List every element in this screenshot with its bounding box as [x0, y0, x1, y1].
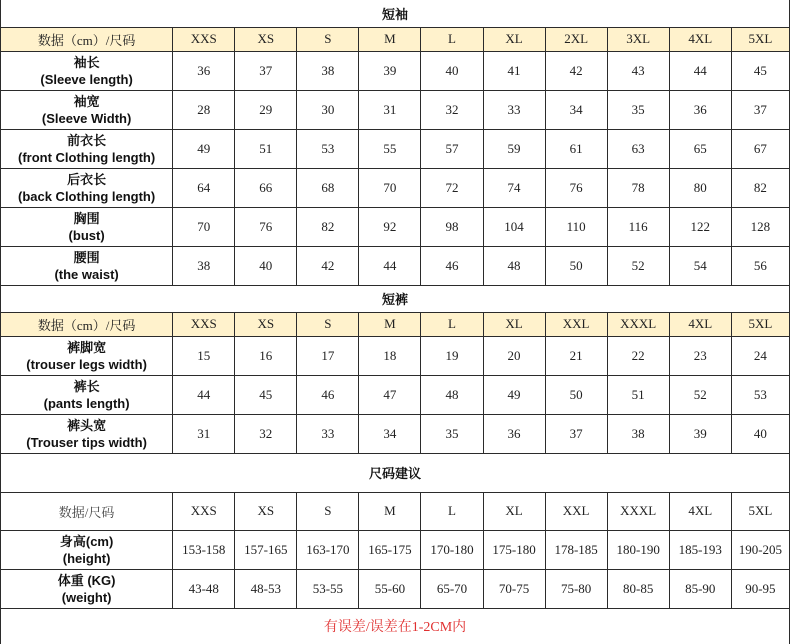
value-cell: 190-205	[731, 530, 789, 569]
size-header: S	[297, 27, 359, 51]
value-cell: 98	[421, 207, 483, 246]
value-cell: 21	[545, 336, 607, 375]
value-cell: 34	[545, 90, 607, 129]
value-cell: 18	[359, 336, 421, 375]
row-label-cn: 身高(cm)	[59, 533, 114, 549]
value-cell: 80-85	[607, 569, 669, 608]
size-header: XL	[483, 312, 545, 336]
size-header: XS	[235, 27, 297, 51]
value-cell: 33	[297, 414, 359, 453]
value-cell: 57	[421, 129, 483, 168]
value-cell: 153-158	[173, 530, 235, 569]
value-cell: 75-80	[545, 569, 607, 608]
row-label-cn: 袖宽	[73, 93, 100, 109]
size-header: 3XL	[607, 27, 669, 51]
value-cell: 44	[359, 246, 421, 285]
table-row	[1, 207, 790, 246]
value-cell: 51	[235, 129, 297, 168]
value-cell: 52	[669, 375, 731, 414]
header-label: 数据/尺码	[1, 492, 173, 530]
row-label-en: (pants length)	[43, 395, 130, 411]
value-cell: 40	[731, 414, 789, 453]
row-label-cn: 腰围	[73, 249, 100, 265]
value-cell: 59	[483, 129, 545, 168]
value-cell: 55	[359, 129, 421, 168]
size-header: S	[297, 492, 359, 530]
table-row	[1, 168, 790, 207]
value-cell: 20	[483, 336, 545, 375]
header-label: 数据（cm）/尺码	[1, 27, 173, 51]
value-cell: 23	[669, 336, 731, 375]
size-header: L	[421, 312, 483, 336]
value-cell: 48-53	[235, 569, 297, 608]
value-cell: 175-180	[483, 530, 545, 569]
value-cell: 80	[669, 168, 731, 207]
value-cell: 70	[173, 207, 235, 246]
value-cell: 70-75	[483, 569, 545, 608]
value-cell: 110	[545, 207, 607, 246]
value-cell: 40	[235, 246, 297, 285]
value-cell: 55-60	[359, 569, 421, 608]
row-label-en: (front Clothing length)	[18, 149, 156, 165]
value-cell: 65-70	[421, 569, 483, 608]
value-cell: 65	[669, 129, 731, 168]
value-cell: 51	[607, 375, 669, 414]
size-header: L	[421, 492, 483, 530]
row-label-en: (back Clothing length)	[17, 188, 156, 204]
value-cell: 37	[545, 414, 607, 453]
size-header: S	[297, 312, 359, 336]
value-cell: 35	[421, 414, 483, 453]
size-header: XL	[483, 492, 545, 530]
size-header: XXS	[173, 27, 235, 51]
row-label-cn: 体重 (KG)	[57, 572, 116, 588]
value-cell: 22	[607, 336, 669, 375]
value-cell: 32	[421, 90, 483, 129]
value-cell: 76	[545, 168, 607, 207]
size-header: XS	[235, 492, 297, 530]
row-label-cn: 前衣长	[67, 132, 107, 148]
row-label-cn: 胸围	[73, 210, 100, 226]
header-label: 数据（cm）/尺码	[1, 312, 173, 336]
table-row	[1, 51, 790, 90]
value-cell: 53	[731, 375, 789, 414]
size-header: XXXL	[607, 312, 669, 336]
value-cell: 31	[359, 90, 421, 129]
row-label-en: (weight)	[61, 589, 112, 605]
row-label	[1, 246, 173, 285]
value-cell: 24	[731, 336, 789, 375]
value-cell: 38	[607, 414, 669, 453]
value-cell: 47	[359, 375, 421, 414]
value-cell: 53	[297, 129, 359, 168]
value-cell: 66	[235, 168, 297, 207]
row-label-en: (trouser legs width)	[26, 356, 147, 372]
size-header: M	[359, 27, 421, 51]
row-label-en: (the waist)	[54, 266, 119, 282]
table-row	[1, 129, 790, 168]
row-label	[1, 207, 173, 246]
value-cell: 36	[483, 414, 545, 453]
row-label-cn: 裤脚宽	[67, 339, 107, 355]
value-cell: 30	[297, 90, 359, 129]
value-cell: 178-185	[545, 530, 607, 569]
value-cell: 31	[173, 414, 235, 453]
size-header: XXS	[173, 312, 235, 336]
value-cell: 37	[235, 51, 297, 90]
row-label	[1, 414, 173, 453]
value-cell: 163-170	[297, 530, 359, 569]
size-header: XS	[235, 312, 297, 336]
value-cell: 17	[297, 336, 359, 375]
value-cell: 46	[421, 246, 483, 285]
row-label	[1, 336, 173, 375]
value-cell: 44	[669, 51, 731, 90]
value-cell: 82	[297, 207, 359, 246]
value-cell: 35	[607, 90, 669, 129]
value-cell: 40	[421, 51, 483, 90]
value-cell: 90-95	[731, 569, 789, 608]
value-cell: 33	[483, 90, 545, 129]
value-cell: 64	[173, 168, 235, 207]
value-cell: 38	[297, 51, 359, 90]
value-cell: 15	[173, 336, 235, 375]
value-cell: 70	[359, 168, 421, 207]
value-cell: 49	[483, 375, 545, 414]
value-cell: 42	[297, 246, 359, 285]
value-cell: 116	[607, 207, 669, 246]
row-label-cn: 袖长	[73, 54, 100, 70]
row-label	[1, 90, 173, 129]
section-title-shorts: 短裤	[1, 285, 790, 312]
size-header: L	[421, 27, 483, 51]
row-label	[1, 51, 173, 90]
value-cell: 36	[669, 90, 731, 129]
value-cell: 63	[607, 129, 669, 168]
value-cell: 82	[731, 168, 789, 207]
value-cell: 32	[235, 414, 297, 453]
value-cell: 165-175	[359, 530, 421, 569]
value-cell: 67	[731, 129, 789, 168]
value-cell: 78	[607, 168, 669, 207]
size-header: XXL	[545, 312, 607, 336]
row-label-en: (Trouser tips width)	[26, 434, 147, 450]
row-label-en: (bust)	[68, 227, 105, 243]
value-cell: 50	[545, 375, 607, 414]
value-cell: 128	[731, 207, 789, 246]
row-label-cn: 后衣长	[67, 171, 107, 187]
value-cell: 48	[483, 246, 545, 285]
table-row	[1, 336, 790, 375]
value-cell: 43-48	[173, 569, 235, 608]
table-row	[1, 90, 790, 129]
value-cell: 45	[731, 51, 789, 90]
value-cell: 122	[669, 207, 731, 246]
row-label	[1, 168, 173, 207]
value-cell: 42	[545, 51, 607, 90]
size-header: 5XL	[731, 312, 789, 336]
row-label-en: (Sleeve Width)	[41, 110, 132, 126]
row-label-en: (height)	[62, 550, 111, 566]
value-cell: 180-190	[607, 530, 669, 569]
size-header: XXS	[173, 492, 235, 530]
size-header: M	[359, 492, 421, 530]
size-header: XXXL	[607, 492, 669, 530]
value-cell: 76	[235, 207, 297, 246]
value-cell: 92	[359, 207, 421, 246]
size-header: XL	[483, 27, 545, 51]
value-cell: 50	[545, 246, 607, 285]
value-cell: 19	[421, 336, 483, 375]
value-cell: 49	[173, 129, 235, 168]
value-cell: 72	[421, 168, 483, 207]
value-cell: 37	[731, 90, 789, 129]
row-label-cn: 裤长	[73, 378, 100, 394]
row-label-en: (Sleeve length)	[40, 71, 133, 87]
section-title-size-advice: 尺码建议	[1, 453, 790, 492]
tolerance-note: 有误差/误差在1-2CM内	[1, 608, 790, 644]
value-cell: 54	[669, 246, 731, 285]
row-label	[1, 129, 173, 168]
size-header: 4XL	[669, 27, 731, 51]
table-row	[1, 569, 790, 608]
value-cell: 56	[731, 246, 789, 285]
value-cell: 41	[483, 51, 545, 90]
value-cell: 39	[669, 414, 731, 453]
value-cell: 104	[483, 207, 545, 246]
size-header: XXL	[545, 492, 607, 530]
value-cell: 46	[297, 375, 359, 414]
table-row	[1, 530, 790, 569]
value-cell: 29	[235, 90, 297, 129]
value-cell: 170-180	[421, 530, 483, 569]
table-row	[1, 246, 790, 285]
table-row	[1, 375, 790, 414]
value-cell: 185-193	[669, 530, 731, 569]
size-header: 4XL	[669, 492, 731, 530]
value-cell: 157-165	[235, 530, 297, 569]
value-cell: 39	[359, 51, 421, 90]
value-cell: 34	[359, 414, 421, 453]
size-header: 2XL	[545, 27, 607, 51]
value-cell: 43	[607, 51, 669, 90]
value-cell: 48	[421, 375, 483, 414]
size-header: 5XL	[731, 27, 789, 51]
value-cell: 85-90	[669, 569, 731, 608]
value-cell: 52	[607, 246, 669, 285]
value-cell: 68	[297, 168, 359, 207]
value-cell: 36	[173, 51, 235, 90]
value-cell: 44	[173, 375, 235, 414]
value-cell: 16	[235, 336, 297, 375]
row-label	[1, 569, 173, 608]
value-cell: 61	[545, 129, 607, 168]
size-header: M	[359, 312, 421, 336]
value-cell: 53-55	[297, 569, 359, 608]
row-label-cn: 裤头宽	[67, 417, 107, 433]
value-cell: 74	[483, 168, 545, 207]
table-row	[1, 414, 790, 453]
row-label	[1, 375, 173, 414]
value-cell: 38	[173, 246, 235, 285]
row-label	[1, 530, 173, 569]
section-title-short-sleeve: 短袖	[1, 0, 790, 27]
value-cell: 28	[173, 90, 235, 129]
size-header: 5XL	[731, 492, 789, 530]
value-cell: 45	[235, 375, 297, 414]
size-header: 4XL	[669, 312, 731, 336]
